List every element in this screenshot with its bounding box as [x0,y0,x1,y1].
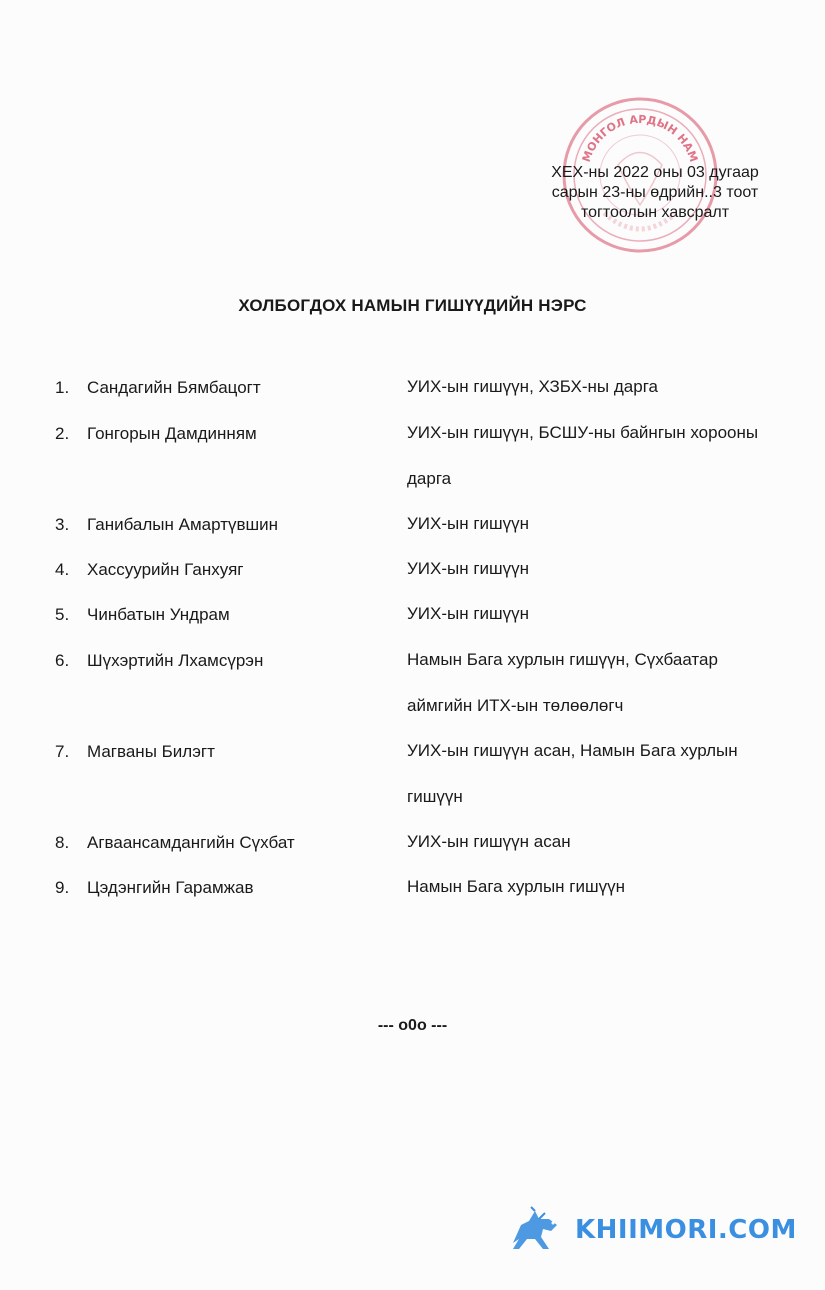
member-position: УИХ-ын гишүүн асан, Намын Бага хурлын гишүүн [407,741,738,806]
member-name: Сандагийн Бямбацогт [87,378,261,397]
svg-text:МОНГОЛ АРДЫН НАМ [580,113,700,164]
member-number: 9. [55,878,70,897]
document-title: ХОЛБОГДОХ НАМЫН ГИШҮҮДИЙН НЭРС [238,296,587,315]
member-number: 8. [55,833,70,852]
member-position: Намын Бага хурлын гишүүн, Сүхбаатар аймгийн ИТХ-ын төлөөлөгч [407,650,718,715]
member-name: Магваны Билэгт [87,742,215,761]
member-name: Хассуурийн Ганхуяг [87,560,244,579]
closing-mark: --- o0o --- [377,1017,448,1034]
member-name: Гонгорын Дамдинням [87,424,257,443]
annex-line-2: сарын 23-ны өдрийн..3 тоот [551,184,759,201]
member-number: 7. [55,742,70,761]
member-position: УИХ-ын гишүүн, ХЗБХ-ны дарга [407,377,658,396]
member-position: УИХ-ын гишүүн, БСШУ-ны байнгын хорооны дарга [407,423,759,488]
member-number: 4. [55,560,70,579]
member-number: 5. [55,605,70,624]
member-position: УИХ-ын гишүүн [407,604,530,623]
member-position: Намын Бага хурлын гишүүн [407,877,626,896]
member-name: Чинбатын Ундрам [87,605,230,624]
member-name: Ганибалын Амартүвшин [87,515,279,534]
member-number: 6. [55,651,70,670]
member-position: УИХ-ын гишүүн [407,514,530,533]
member-name: Цэдэнгийн Гарамжав [87,878,254,897]
member-number: 2. [55,424,70,443]
member-number: 1. [55,378,70,397]
annex-reference [510,163,800,223]
member-position: УИХ-ын гишүүн асан [407,832,571,851]
site-watermark[interactable] [505,1205,810,1255]
member-number: 3. [55,515,70,534]
member-position: УИХ-ын гишүүн [407,559,530,578]
stamp-text: МОНГОЛ АРДЫН НАМ [579,112,701,164]
member-name: Шүхэртийн Лхамсүрэн [87,651,264,670]
annex-line-1: ХЕХ-ны 2022 оны 03 дугаар [551,164,759,181]
annex-line-3: тогтоолын хавсралт [580,204,730,221]
horse-logo-icon [505,1205,571,1255]
watermark-text: KHIIMORI.COM [575,1215,797,1245]
member-name: Агваансамдангийн Сүхбат [87,833,295,852]
